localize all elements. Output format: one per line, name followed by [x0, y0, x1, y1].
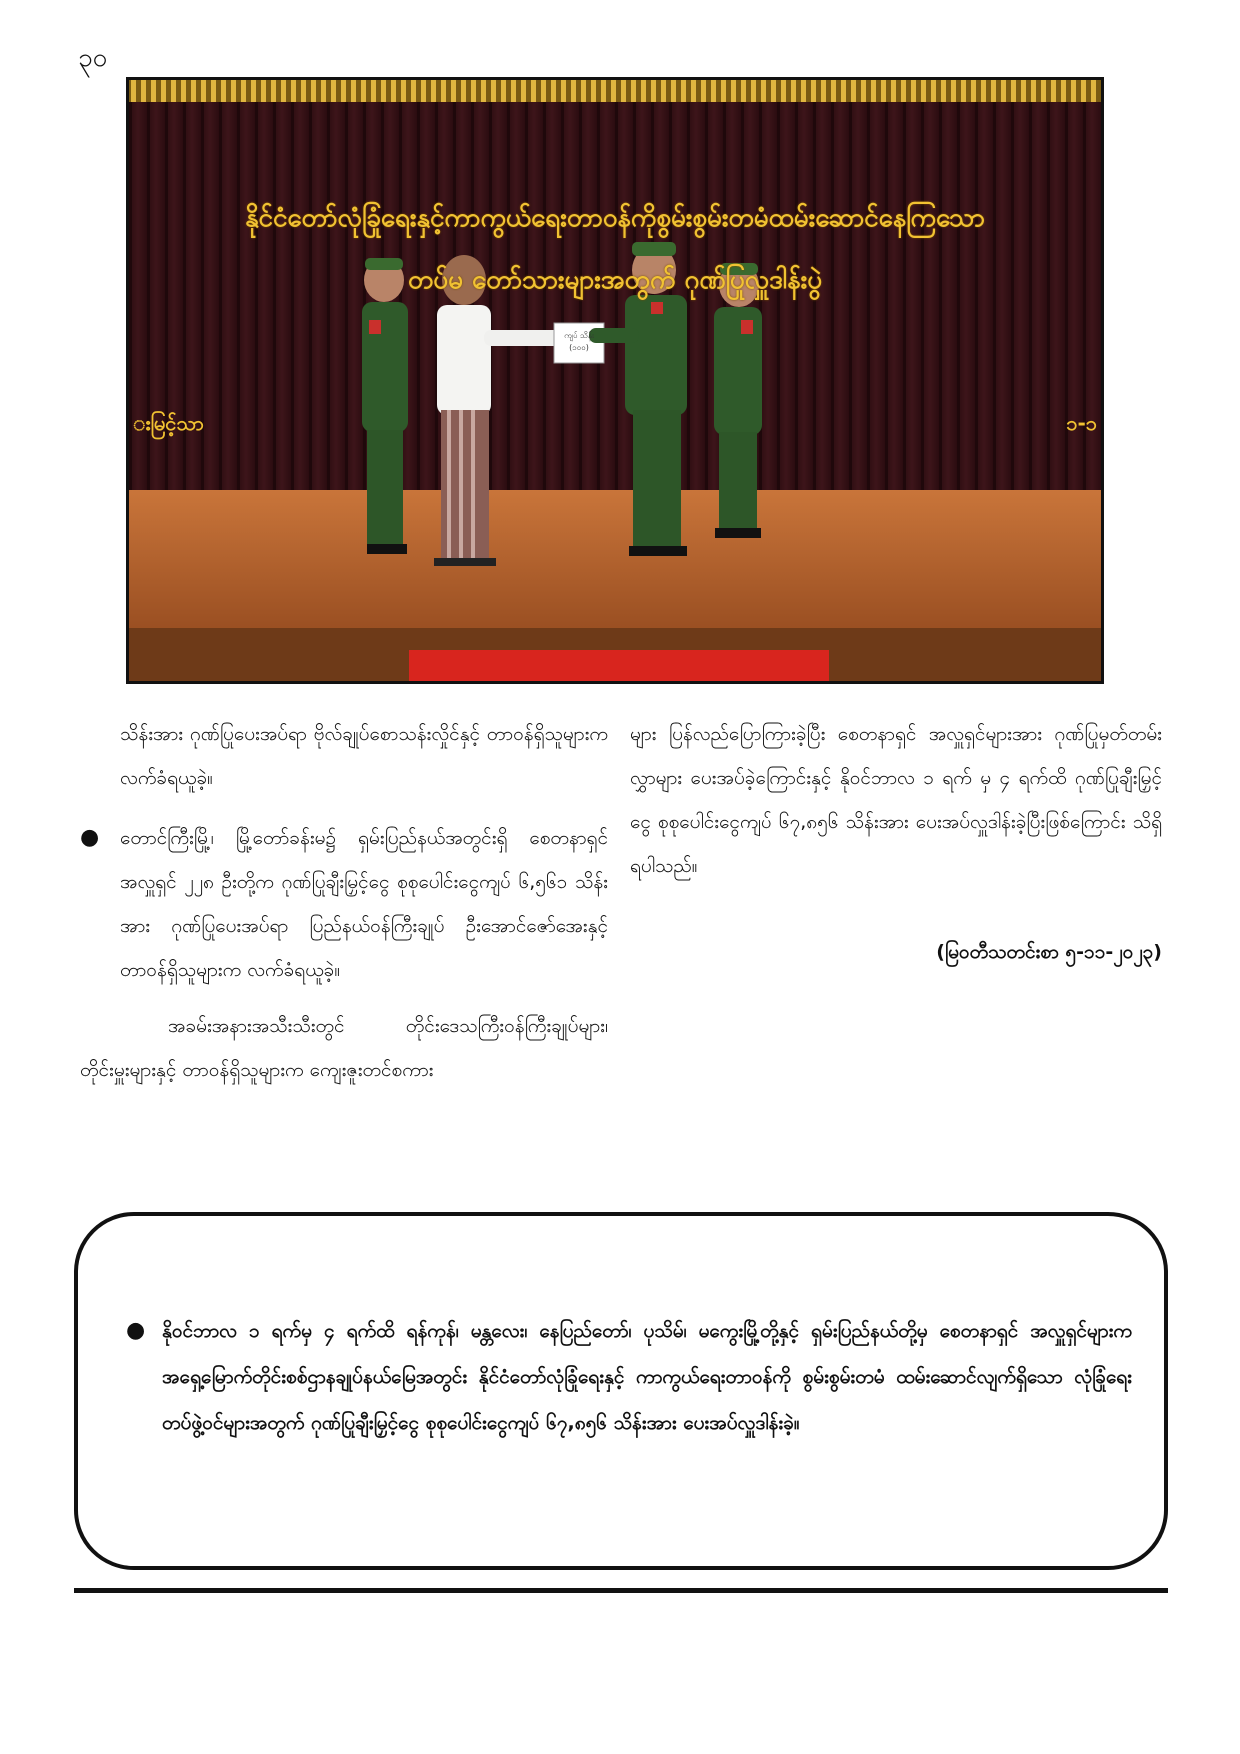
left-paragraph-1: သိန်းအား ဂုဏ်ပြုပေးအပ်ရာ ဗိုလ်ချုပ်စောသန်းလှိုင်နှင့် တာဝန်ရှိသူများက လက်ခံရယူခဲ့။	[120, 723, 608, 789]
right-paragraph-1: များ ပြန်လည်ပြောကြားခဲ့ပြီး စေတနာရှင် အလှူရှင်များအား ဂုဏ်ပြုမှတ်တမ်းလွှာများ ပေးအပ်ခဲ့ကြောင်းနှင့် နိုဝင်ဘာလ ၁ ရက် မှ ၄ ရက်ထိ ဂုဏ်ပြုချီးမြှင့်ငွေ စုစုပေါင်းငွေကျပ် ၆၇,၈၅၆ သိန်းအား ပေးအပ်လှူဒါန်းခဲ့ပြီးဖြစ်ကြောင်း သိရှိရပါသည်။	[630, 723, 1162, 877]
bottom-divider	[74, 1588, 1168, 1593]
bullet-icon: ●	[126, 1318, 146, 1343]
bullet-item-taunggyi	[80, 816, 608, 992]
banner-right-fragment: ၁-၁	[1066, 411, 1097, 435]
envelope-label: ကျပ် သိန်း (၁၀၀)	[564, 331, 594, 352]
page-number: ၃၀	[78, 43, 108, 73]
stage-floor	[129, 490, 1101, 630]
news-source: (မြဝတီသတင်းစာ ၅-၁၁-၂၀၂၃)	[936, 941, 1162, 963]
curtain-fringe	[129, 80, 1101, 102]
banner-line-2: တပ်မ တော်သားများအတွက် ဂုဏ်ပြုလှူဒါန်းပွဲ	[407, 265, 823, 295]
left-paragraph-2: အခမ်းအနားအသီးသီးတွင် တိုင်းဒေသကြီးဝန်ကြီးချုပ်များ၊ တိုင်းမှူးများနှင့် တာဝန်ရှိသူများက ကျေးဇူးတင်စကား	[80, 1015, 608, 1081]
summary-box	[74, 1212, 1168, 1570]
left-column	[80, 712, 608, 1092]
bullet-text: တောင်ကြီးမြို့၊ မြို့တော်ခန်းမ၌ ရှမ်းပြည်နယ်အတွင်းရှိ စေတနာရှင် အလှူရှင် ၂၂၈ ဦးတို့က ဂုဏ်ပြုချီးမြှင့်ငွေ စုစုပေါင်းငွေကျပ် ၆,၅၆၁ သိန်းအား ဂုဏ်ပြုပေးအပ်ရာ ပြည်နယ်ဝန်ကြီးချုပ် ဦးအောင်ဇော်အေးနှင့် တာဝန်ရှိသူများက လက်ခံရယူခဲ့။	[120, 827, 608, 981]
red-carpet	[409, 650, 829, 681]
ceremony-photo	[126, 77, 1104, 684]
summary-text: နိုဝင်ဘာလ ၁ ရက်မှ ၄ ရက်ထိ ရန်ကုန်၊ မန္တလေး၊ နေပြည်တော်၊ ပုသိမ်၊ မကွေးမြို့တို့နှင့် ရှမ်းပြည်နယ်တို့မှ စေတနာရှင် အလှူရှင်များက အရှေ့မြောက်တိုင်းစစ်ဌာနချုပ်နယ်မြေအတွင်း နိုင်ငံတော်လုံခြုံရေးနှင့် ကာကွယ်ရေးတာဝန်ကို စွမ်းစွမ်းတမံ ထမ်းဆောင်လျက်ရှိသော လုံခြုံရေးတပ်ဖွဲ့ဝင်များအတွက် ဂုဏ်ပြုချီးမြှင့်ငွေ စုစုပေါင်းငွေကျပ် ၆၇,၈၅၆ သိန်းအား ပေးအပ်လှူဒါန်းခဲ့။	[162, 1320, 1132, 1434]
banner-line-1: နိုင်ငံတော်လုံခြုံရေးနှင့်ကာကွယ်ရေးတာဝန်ကိုစွမ်းစွမ်းတမံထမ်းဆောင်နေကြသော	[245, 203, 985, 233]
bullet-icon: ●	[80, 825, 100, 850]
banner-left-fragment: းမြင့်သာ	[133, 411, 204, 435]
summary-item	[102, 1308, 1132, 1446]
right-column	[630, 712, 1162, 974]
ceremony-scene	[129, 80, 1101, 681]
